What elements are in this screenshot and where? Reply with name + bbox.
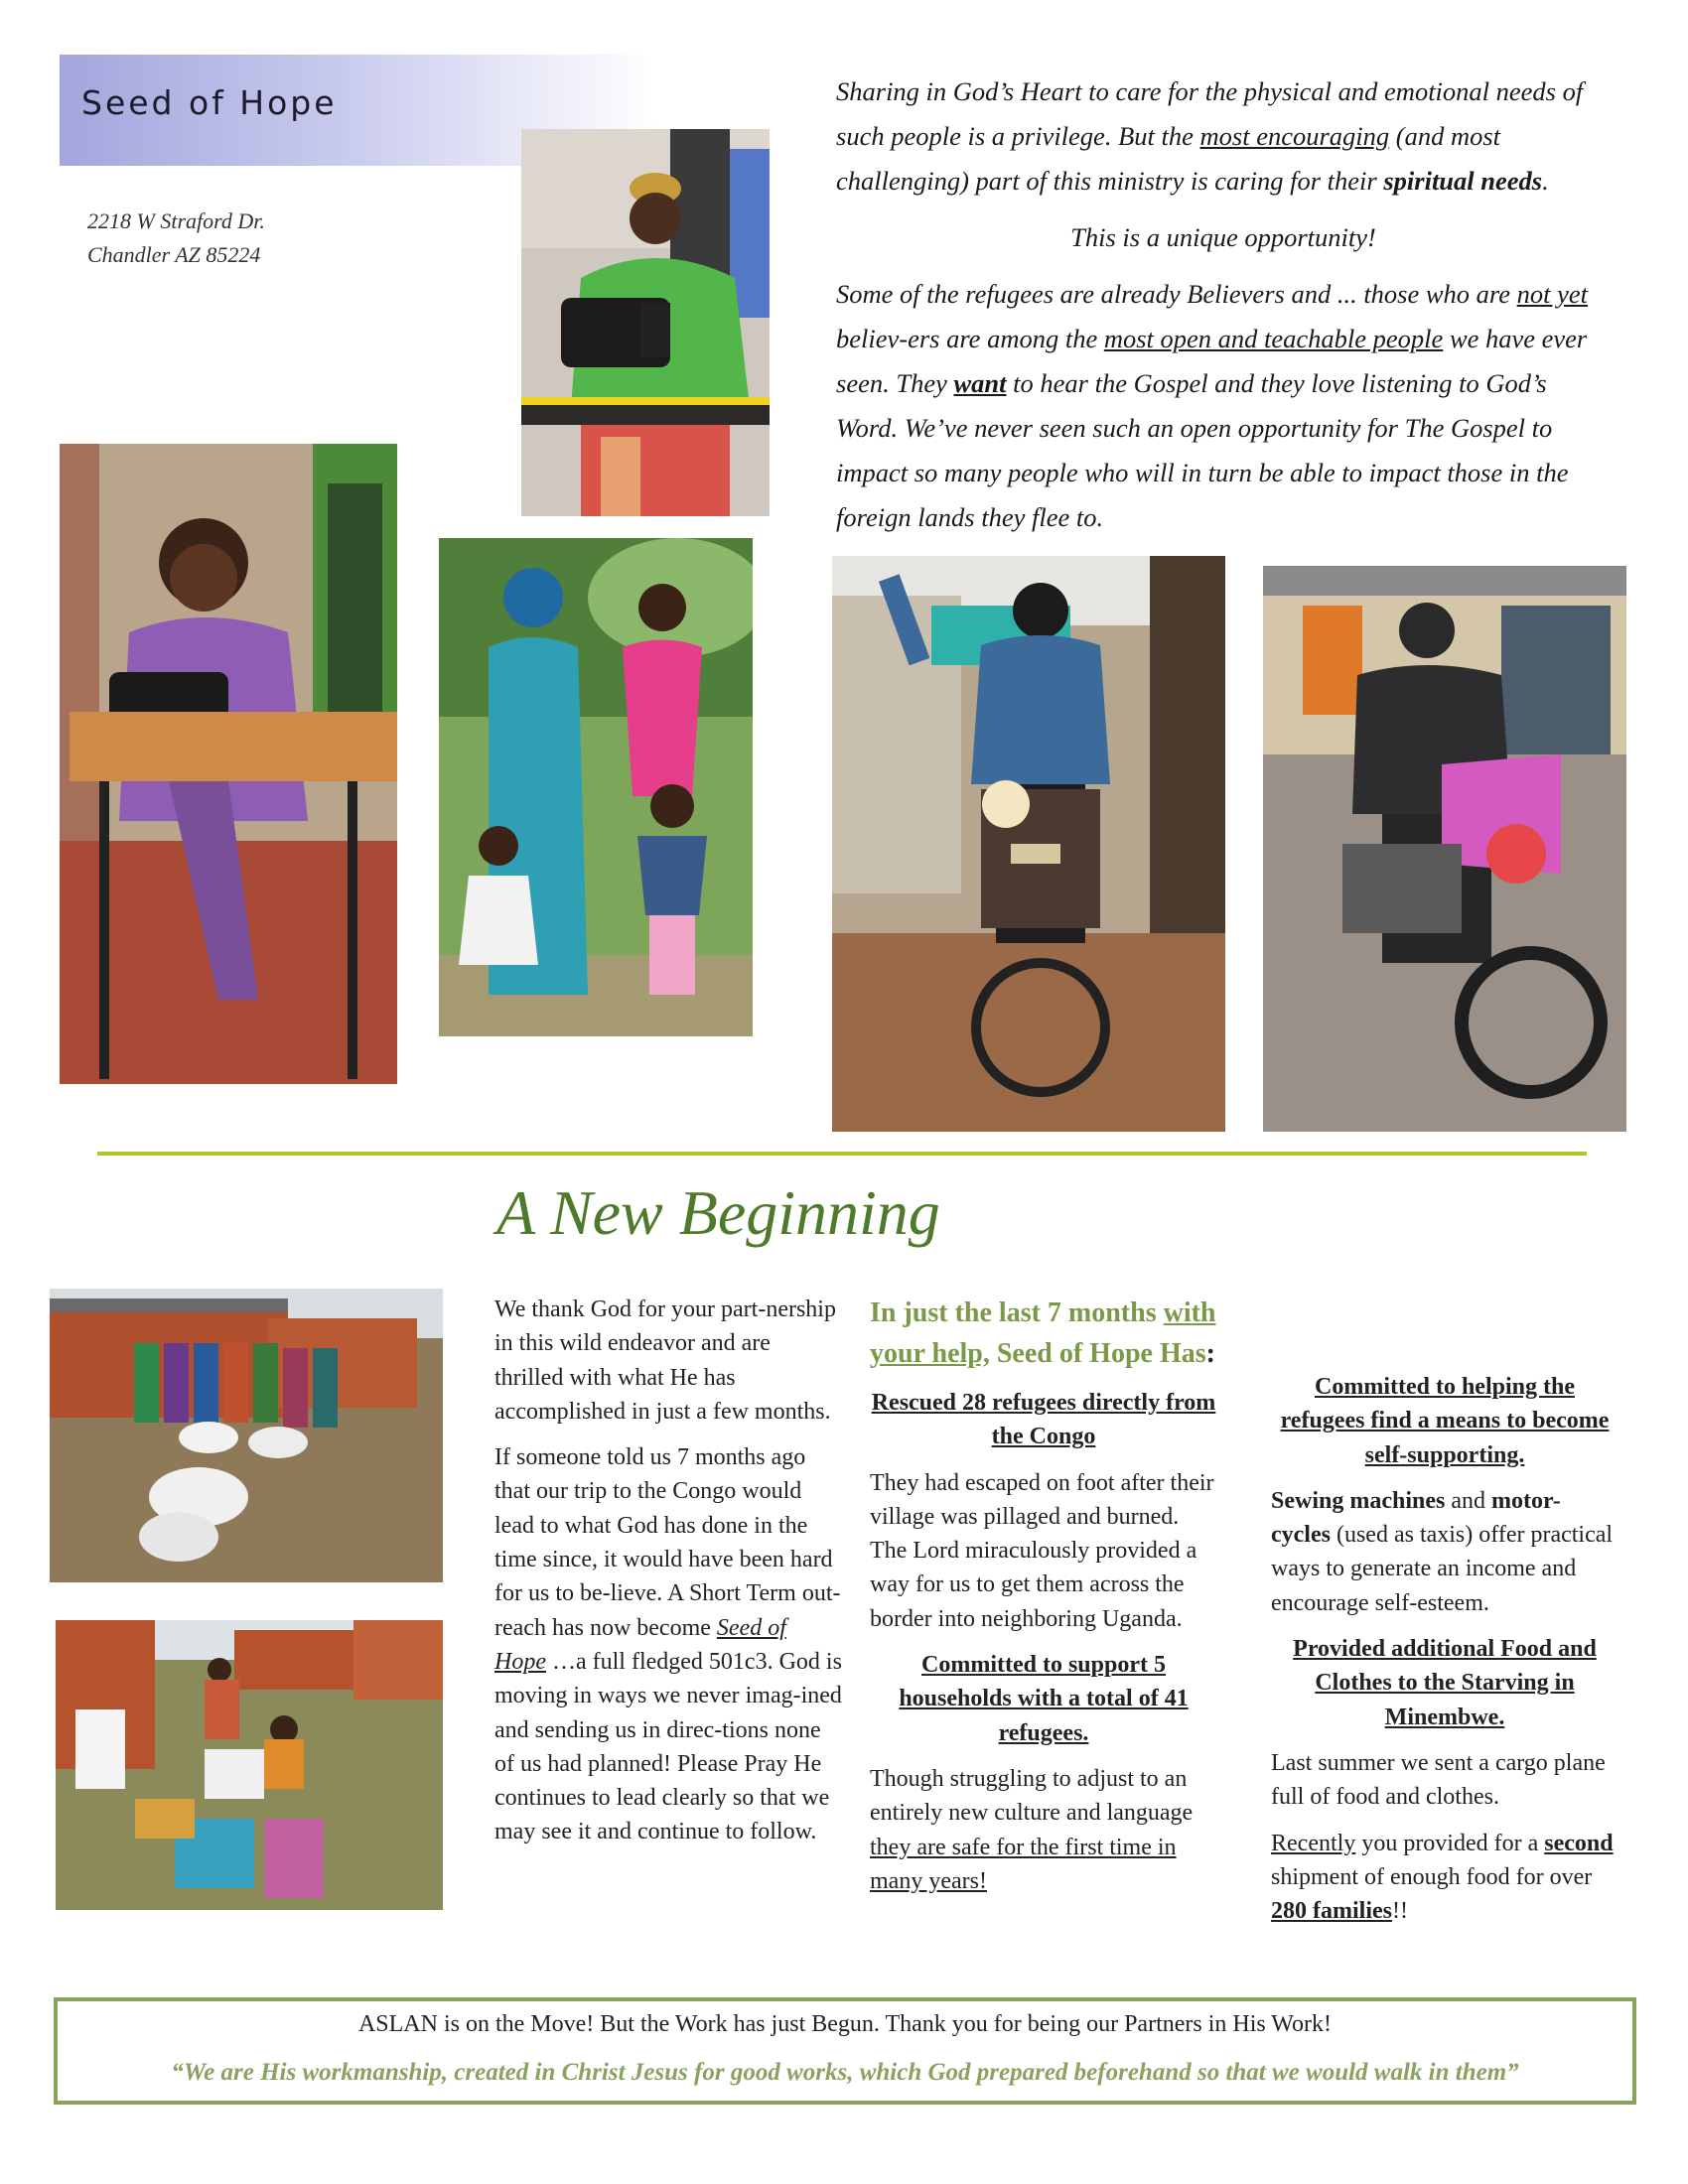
col3-paragraph-3: Recently you provided for a second shipment of enough food for over 280 families!! — [1271, 1830, 1614, 1925]
section-divider — [97, 1152, 1587, 1156]
intro-paragraph-2: This is a unique opportunity! — [1070, 222, 1376, 252]
col1-paragraph-1: We thank God for your part-nership in this wild endeavor and are thrilled with what He has accomplished in just a few months. — [494, 1297, 836, 1425]
photo-family — [439, 538, 753, 1036]
col2-paragraph-2: Though struggling to adjust to an entirely new culture and language they are safe for the first time in many years! — [870, 1765, 1194, 1894]
col1-paragraph-2: If someone told us 7 months ago that our trip to the Congo would lead to what God has done in the time since, it would have been hard for us to be-lieve. A Short Term out-reach has now become Seed of Hope …a full fledged 501c3. God is moving in ways we never imag-ined and sending us in direc-tions none of us had planned! Please Pray He continues to lead clearly so that we may see it and continue to follow. — [494, 1444, 842, 1845]
intro-text — [836, 69, 1611, 552]
address-line2: Chandler AZ 85224 — [87, 242, 261, 267]
org-name: Seed of Hope — [81, 83, 338, 122]
col3-heading-1: Committed to helping the refugees find a means to become self-supporting. — [1280, 1374, 1610, 1468]
intro-paragraph-1: Sharing in God’s Heart to care for the physical and emotional needs of such people is a privilege. But the most encouraging (and most challenging) part of this ministry is caring for their spiritual needs. — [836, 76, 1584, 196]
column-2 — [870, 1293, 1217, 1910]
col3-paragraph-2: Last summer we sent a cargo plane full of food and clothes. — [1271, 1749, 1606, 1811]
column-3 — [1271, 1370, 1618, 1940]
photo-sewing-woman-green — [521, 129, 770, 516]
photo-women-food-sacks — [50, 1289, 443, 1582]
address — [87, 205, 265, 272]
section-title: A New Beginning — [496, 1177, 940, 1248]
intro-paragraph-3: Some of the refugees are already Believers and ... those who are not yet believ-ers are among the most open and teachable people we have ever seen. They want to hear the Gospel and they love listening to God’s Word. We’ve never seen such an open opportunity for The Gospel to impact so many people who will in turn be able to impact those in the foreign lands they flee to. — [836, 279, 1589, 532]
col2-heading-2: Committed to support 5 households with a total of 41 refugees. — [899, 1652, 1189, 1746]
col2-paragraph-1: They had escaped on foot after their village was pillaged and burned. The Lord miraculously provided a way for us to get them across the border into neighboring Uganda. — [870, 1469, 1214, 1632]
photo-motorcycle-man-1 — [832, 556, 1225, 1132]
photo-supplies-distribution — [56, 1620, 443, 1910]
col3-paragraph-1: Sewing machines and motor-cycles (used as taxis) offer practical ways to generate an income and encourage self-esteem. — [1271, 1487, 1614, 1616]
footer-line: ASLAN is on the Move! But the Work has just Begun. Thank you for being our Partners in His Work! — [357, 2011, 1333, 2037]
col3-heading-2: Provided additional Food and Clothes to the Starving in Minembwe. — [1293, 1636, 1597, 1730]
photo-motorcycle-man-2 — [1263, 566, 1626, 1132]
col2-lead: In just the last 7 months with your help, Seed of Hope Has: — [870, 1297, 1216, 1369]
column-1 — [494, 1293, 842, 1861]
address-line1: 2218 W Straford Dr. — [87, 208, 265, 233]
footer-quote: “We are His workmanship, created in Christ Jesus for good works, which God prepared beforehand so that we would walk in them” — [171, 2059, 1519, 2086]
col2-heading-1: Rescued 28 refugees directly from the Congo — [871, 1390, 1216, 1450]
seed-of-hope-link[interactable]: Seed of Hope — [494, 1614, 786, 1675]
photo-sewing-woman-laughing — [60, 444, 397, 1084]
